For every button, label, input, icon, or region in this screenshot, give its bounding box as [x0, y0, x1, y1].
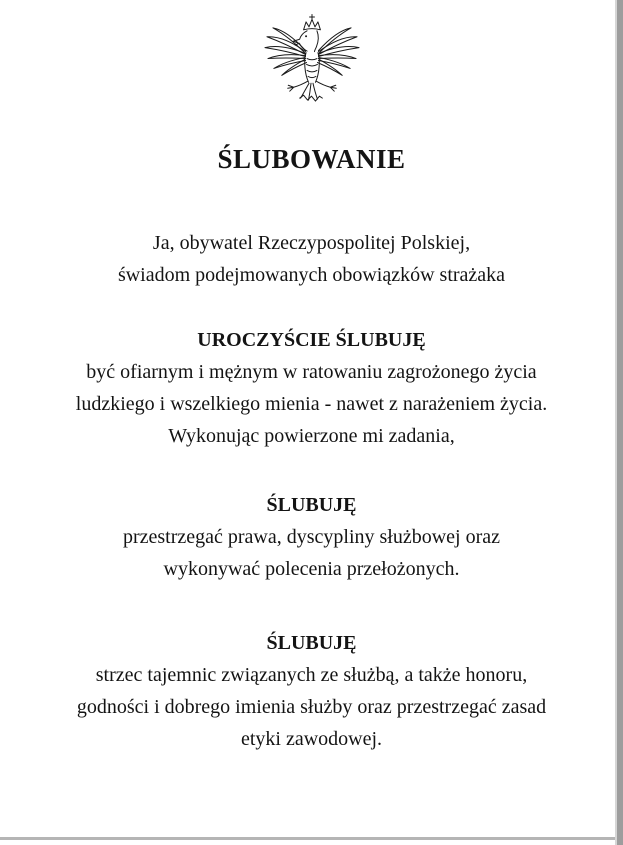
intro-line: świadom podejmowanych obowiązków strażaka [117, 264, 506, 286]
intro-line: Ja, obywatel Rzeczypospolitej Polskiej, [152, 232, 471, 254]
section-line: etyki zawodowej. [240, 728, 383, 750]
page-right-edge [615, 0, 623, 845]
page-bottom-edge [0, 837, 615, 840]
oath-section-slubuje-1 [0, 489, 623, 585]
polish-eagle-emblem [260, 13, 364, 112]
section-line: strzec tajemnic związanych ze służbą, a także honoru, [95, 664, 528, 686]
section-line: wykonywać polecenia przełożonych. [163, 558, 460, 580]
section-line: ludzkiego i wszelkiego mienia - nawet z narażeniem życia. [75, 393, 548, 415]
section-line: Wykonując powierzone mi zadania, [168, 425, 455, 447]
oath-section-slubuje-2 [0, 627, 623, 755]
section-heading: ŚLUBUJĘ [266, 632, 357, 654]
page-title: ŚLUBOWANIE [217, 144, 406, 174]
section-heading: UROCZYŚCIE ŚLUBUJĘ [197, 329, 426, 351]
section-heading: ŚLUBUJĘ [266, 494, 357, 516]
section-line: przestrzegać prawa, dyscypliny służbowej oraz [122, 526, 501, 548]
intro-paragraph [0, 227, 623, 291]
oath-section-uroczyscie-slubuje [0, 324, 623, 452]
section-line: godności i dobrego imienia służby oraz przestrzegać zasad [76, 696, 547, 718]
section-line: być ofiarnym i mężnym w ratowaniu zagrożonego życia [86, 361, 537, 383]
polish-eagle-icon [260, 13, 364, 112]
